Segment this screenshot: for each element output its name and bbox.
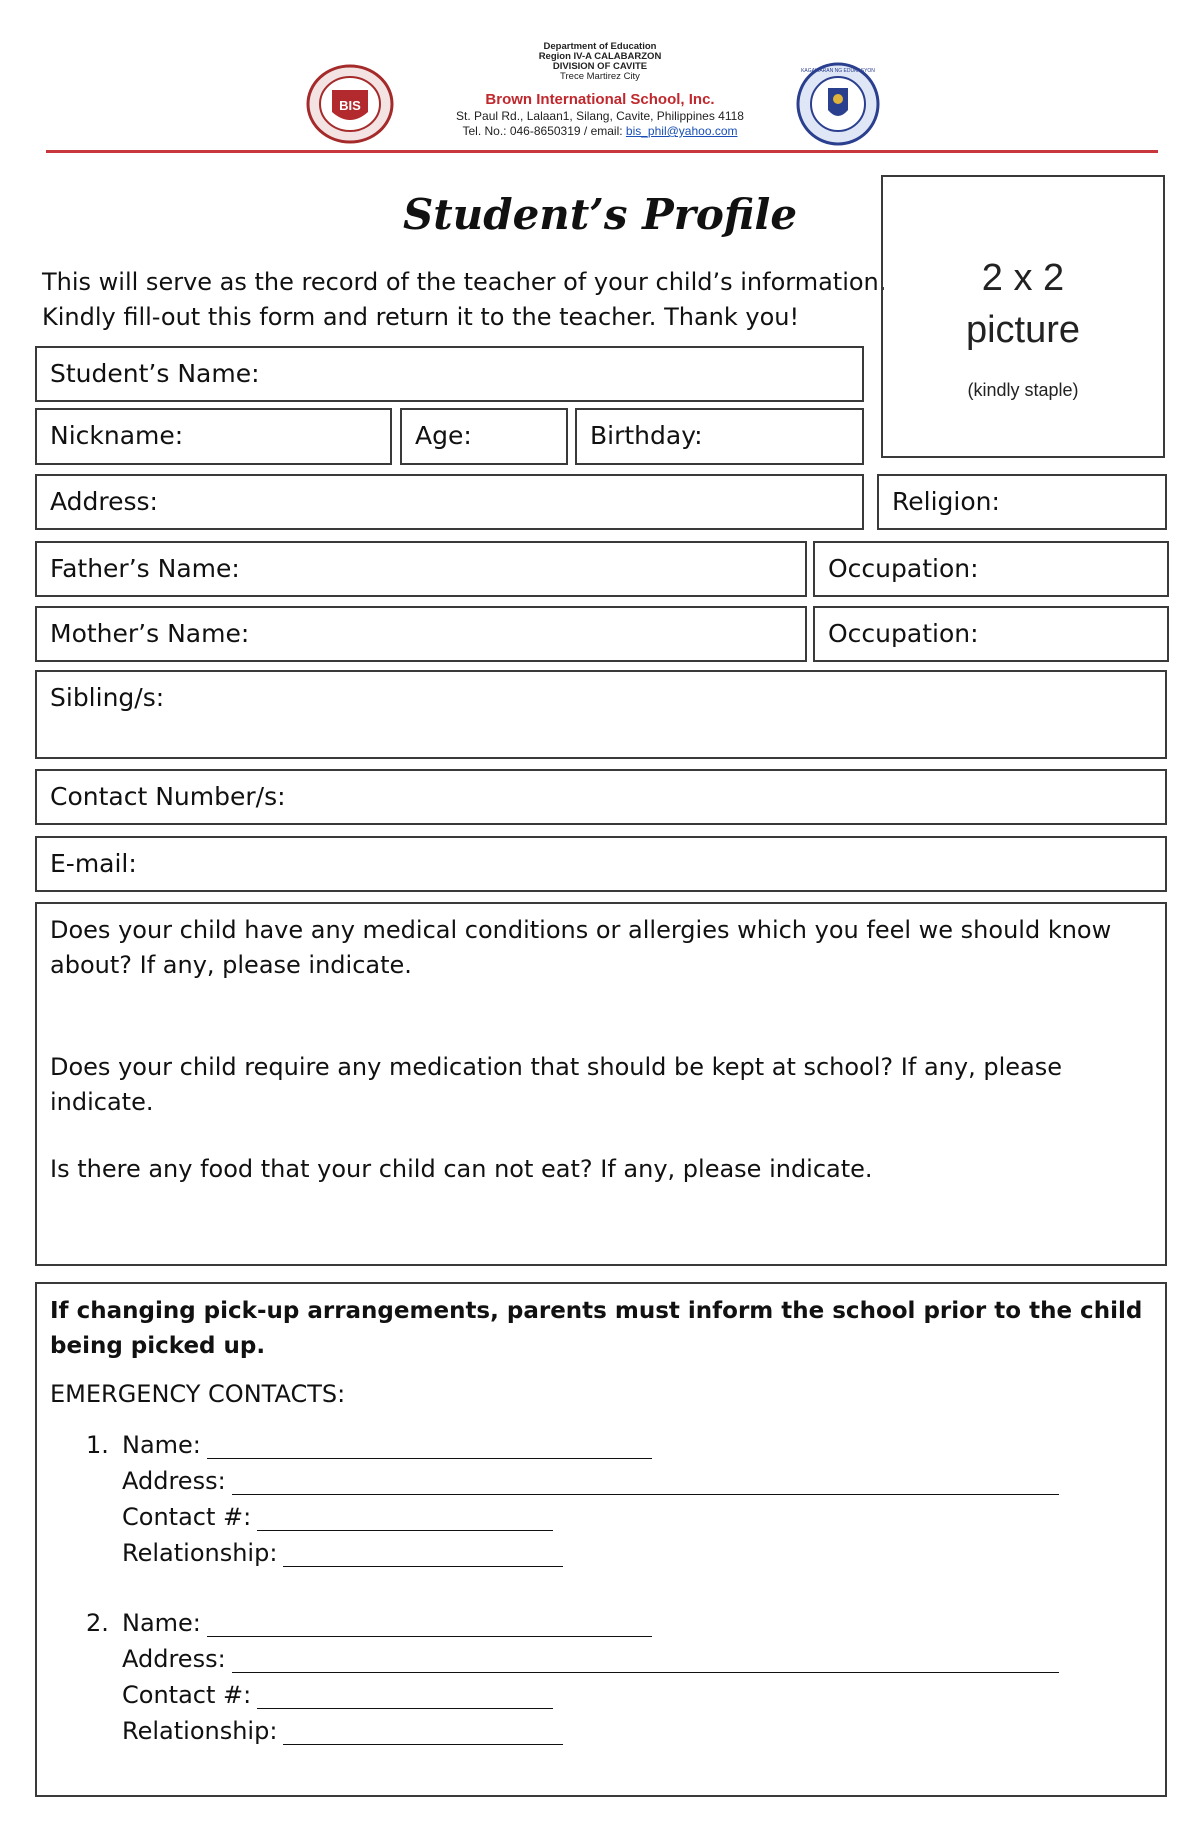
pickup-note: If changing pick-up arrangements, parents must inform the school prior to the child being picked up. [50, 1298, 1143, 1359]
age-field[interactable] [400, 408, 568, 465]
contact-1-address-label: Address: [122, 1467, 226, 1495]
school-address: St. Paul Rd., Lalaan1, Silang, Cavite, Philippines 4118 [456, 109, 744, 123]
contact-1-relationship-label: Relationship: [122, 1539, 278, 1567]
school-name: Brown International School, Inc. [485, 91, 715, 108]
intro-line-1: This will serve as the record of the teacher of your child’s information. [42, 268, 887, 296]
city-name: Trece Martirez City [560, 71, 640, 82]
mother-name-field[interactable] [35, 606, 807, 662]
school-contact [0, 124, 1200, 138]
contact-numbers-field[interactable] [35, 769, 1167, 825]
dept-name: Department of Education [543, 41, 657, 52]
intro-line-2: Kindly fill-out this form and return it to the teacher. Thank you! [42, 303, 800, 331]
email-label: E-mail: [50, 849, 137, 878]
contact-1-relationship-blank[interactable] [283, 1544, 563, 1567]
header-divider [46, 150, 1158, 153]
deped-seal-text: KAGAWARAN NG EDUKASYON [801, 68, 875, 74]
mother-occupation-field[interactable] [813, 606, 1169, 662]
address-field[interactable] [35, 474, 864, 530]
father-occupation-label: Occupation: [828, 554, 979, 583]
photo-box[interactable] [881, 175, 1165, 458]
email-field[interactable] [35, 836, 1167, 892]
contact-2-name-line[interactable] [122, 1609, 652, 1637]
contact-2-relationship-label: Relationship: [122, 1717, 278, 1745]
mother-occupation-label: Occupation: [828, 619, 979, 648]
birthday-field[interactable] [575, 408, 864, 465]
contact-1-name-line[interactable] [122, 1431, 652, 1459]
contact-2-address-blank[interactable] [232, 1650, 1059, 1673]
birthday-label: Birthday: [590, 421, 703, 450]
contact-2-name-label: Name: [122, 1609, 201, 1637]
medical-question: Does your child have any medical conditions or allergies which you feel we should know about? If any, please indicate. [50, 916, 1112, 979]
contact-2-contact-line[interactable] [122, 1681, 553, 1709]
address-label: Address: [50, 487, 158, 516]
health-questions-box[interactable] [35, 902, 1167, 1266]
nickname-field[interactable] [35, 408, 392, 465]
father-name-field[interactable] [35, 541, 807, 597]
contact-1-name-blank[interactable] [207, 1436, 652, 1459]
school-contact-prefix: Tel. No.: 046-8650319 / email: [462, 124, 626, 138]
contact-2-address-line[interactable] [122, 1645, 1059, 1673]
siblings-label: Sibling/s: [50, 683, 165, 712]
contact-2-number: 2. [86, 1609, 109, 1637]
food-question: Is there any food that your child can not eat? If any, please indicate. [50, 1155, 873, 1183]
siblings-field[interactable] [35, 670, 1167, 759]
contact-2-contact-blank[interactable] [257, 1686, 553, 1709]
school-email-link[interactable]: bis_phil@yahoo.com [625, 124, 738, 138]
emergency-contacts-box [35, 1282, 1167, 1797]
division-name: DIVISION OF CAVITE [552, 61, 648, 72]
contact-2-relationship-line[interactable] [122, 1717, 563, 1745]
contact-2-relationship-blank[interactable] [283, 1722, 563, 1745]
page-title: Student’s Profile [402, 190, 798, 239]
contact-1-contact-line[interactable] [122, 1503, 553, 1531]
contact-1-address-blank[interactable] [232, 1472, 1059, 1495]
contact-1-contact-label: Contact #: [122, 1503, 252, 1531]
medication-question: Does your child require any medication that should be kept at school? If any, please indicate. [50, 1053, 1062, 1116]
contact-1-contact-blank[interactable] [257, 1508, 553, 1531]
religion-label: Religion: [892, 487, 1000, 516]
mother-name-label: Mother’s Name: [50, 619, 250, 648]
contact-2-name-blank[interactable] [207, 1614, 652, 1637]
contact-1-name-label: Name: [122, 1431, 201, 1459]
contact-1-address-line[interactable] [122, 1467, 1059, 1495]
student-name-field[interactable] [35, 346, 864, 402]
contact-2-address-label: Address: [122, 1645, 226, 1673]
nickname-label: Nickname: [50, 421, 184, 450]
photo-word-label: picture [965, 309, 1081, 351]
contact-1-relationship-line[interactable] [122, 1539, 563, 1567]
school-logo-text: BIS [339, 98, 361, 113]
contact-1-number: 1. [86, 1431, 109, 1459]
letterhead [0, 0, 1200, 160]
photo-note: (kindly staple) [967, 380, 1079, 400]
contact-2-contact-label: Contact #: [122, 1681, 252, 1709]
contact-numbers-label: Contact Number/s: [50, 782, 286, 811]
emergency-contacts-title: EMERGENCY CONTACTS: [50, 1380, 346, 1408]
region-name: Region IV-A CALABARZON [538, 51, 662, 62]
father-name-label: Father’s Name: [50, 554, 240, 583]
photo-size-label: 2 x 2 [981, 257, 1065, 299]
father-occupation-field[interactable] [813, 541, 1169, 597]
age-label: Age: [415, 421, 472, 450]
religion-field[interactable] [877, 474, 1167, 530]
student-name-label: Student’s Name: [50, 359, 260, 388]
